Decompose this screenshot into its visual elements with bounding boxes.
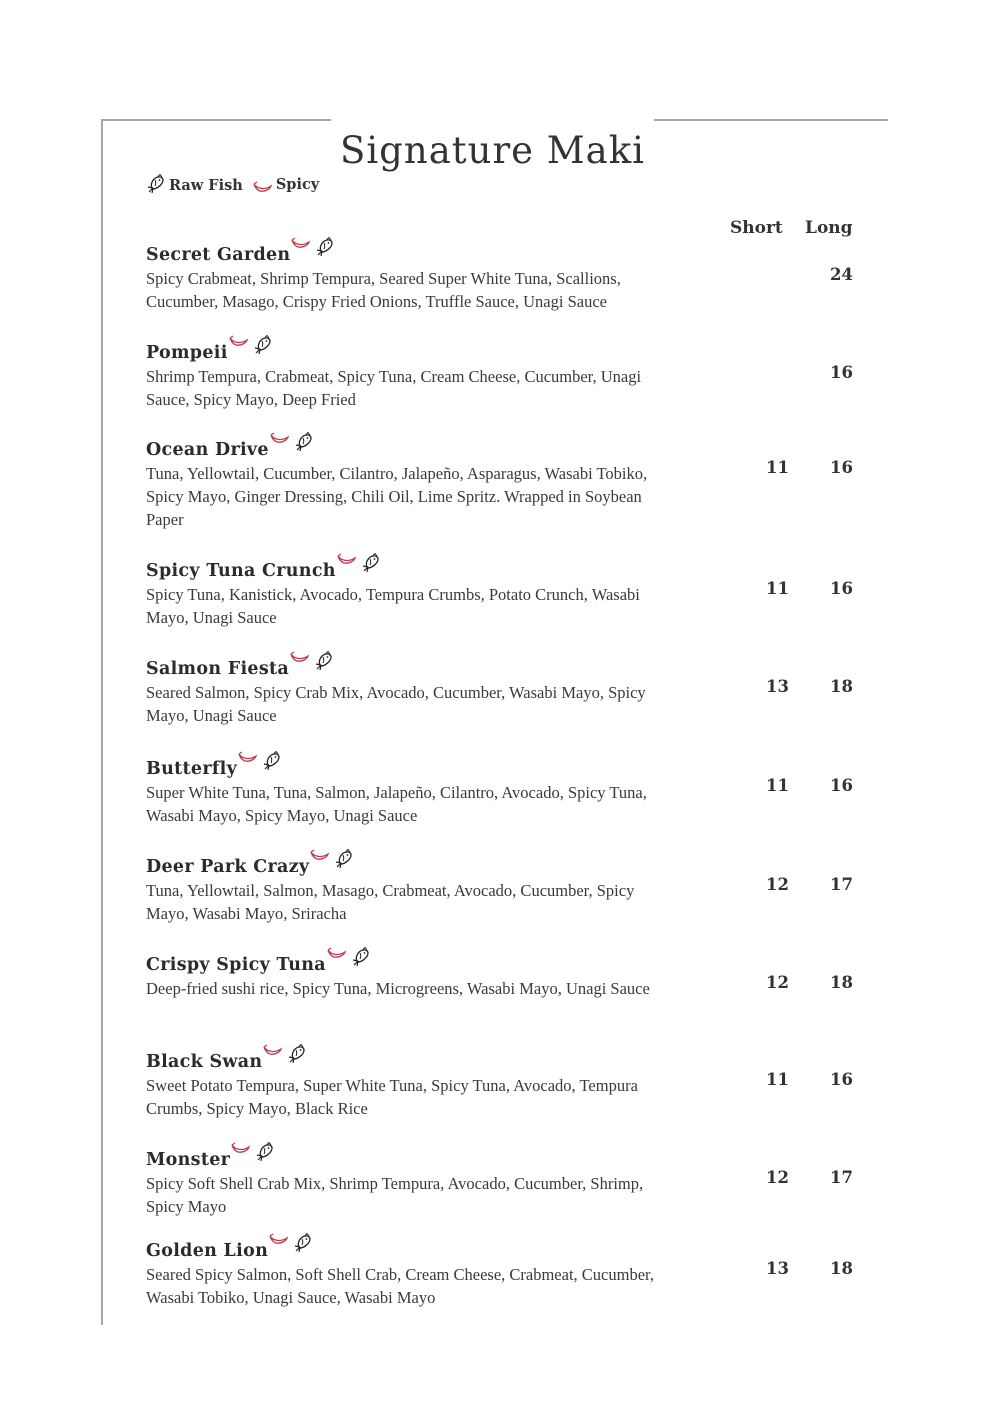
menu-item (146, 341, 866, 411)
menu-item (146, 559, 866, 629)
item-icons (262, 1044, 307, 1064)
page-title: Signature Maki (340, 128, 645, 172)
price-short: 11 (766, 458, 789, 477)
item-name-row (146, 855, 866, 879)
price-short: 13 (766, 677, 789, 696)
item-description: Tuna, Yellowtail, Cucumber, Cilantro, Jalapeño, Asparagus, Wasabi Tobiko, Spicy Mayo, Ginger Dressing, Chili Oil, Lime Spritz. Wrapped in Soybean Paper (146, 464, 648, 529)
price-long: 16 (830, 776, 853, 795)
menu-item (146, 657, 866, 727)
item-icons (228, 335, 273, 355)
price-long: 16 (830, 458, 853, 477)
price-long: 18 (830, 1259, 853, 1278)
item-icons (289, 651, 334, 671)
price-short: 12 (766, 1168, 789, 1187)
chili-icon (270, 432, 290, 444)
item-description: Seared Spicy Salmon, Soft Shell Crab, Cream Cheese, Crabmeat, Cucumber, Wasabi Tobiko, Unagi Sauce, Wasabi Mayo (146, 1265, 654, 1307)
item-name: Black Swan (146, 1052, 263, 1072)
item-name: Spicy Tuna Crunch (146, 561, 336, 581)
chili-icon (238, 751, 258, 763)
item-name-row (146, 1148, 866, 1172)
price-short: 11 (766, 776, 789, 795)
item-icons (309, 849, 354, 869)
legend-label: Raw Fish (169, 177, 243, 194)
fish-icon (146, 174, 166, 194)
item-name-row (146, 559, 866, 583)
price-long: 24 (830, 265, 853, 284)
fish-icon (262, 751, 282, 771)
chili-icon (310, 849, 330, 861)
item-name: Pompeii (146, 343, 228, 363)
menu-item (146, 855, 866, 925)
column-header-short: Short (730, 218, 783, 238)
item-name: Butterfly (146, 759, 238, 779)
chili-icon (327, 947, 347, 959)
item-description: Spicy Crabmeat, Shrimp Tempura, Seared Super White Tuna, Scallions, Cucumber, Masago, Crispy Fried Onions, Truffle Sauce, Unagi Sauce (146, 269, 621, 311)
chili-icon (253, 181, 273, 193)
item-description: Seared Salmon, Spicy Crab Mix, Avocado, Cucumber, Wasabi Mayo, Spicy Mayo, Unagi Sauce (146, 683, 646, 725)
item-description: Shrimp Tempura, Crabmeat, Spicy Tuna, Cream Cheese, Cucumber, Unagi Sauce, Spicy Mayo, Deep Fried (146, 367, 642, 409)
item-name-row (146, 757, 866, 781)
fish-icon (361, 553, 381, 573)
price-short: 12 (766, 973, 789, 992)
chili-icon (291, 237, 311, 249)
column-header-long: Long (805, 218, 853, 238)
menu-item (146, 1239, 866, 1309)
fish-icon (293, 1233, 313, 1253)
fish-icon (255, 1142, 275, 1162)
price-short: 13 (766, 1259, 789, 1278)
price-long: 17 (830, 875, 853, 894)
fish-icon (315, 237, 335, 257)
menu-item (146, 438, 866, 531)
chili-icon (290, 651, 310, 663)
item-name-row (146, 243, 866, 267)
frame-left-line (101, 119, 103, 1325)
item-description: Spicy Soft Shell Crab Mix, Shrimp Tempura, Avocado, Cucumber, Shrimp, Spicy Mayo (146, 1174, 644, 1216)
chili-icon (263, 1044, 283, 1056)
menu-item (146, 1050, 866, 1120)
frame-top-line-left (101, 119, 331, 121)
price-long: 16 (830, 1070, 853, 1089)
legend-raw-fish (146, 174, 243, 194)
chili-icon (229, 335, 249, 347)
legend-label: Spicy (275, 175, 320, 193)
price-long: 18 (830, 973, 853, 992)
fish-icon (314, 651, 334, 671)
item-icons (269, 432, 314, 452)
menu-item (146, 243, 866, 313)
item-name: Secret Garden (146, 245, 291, 265)
menu-item (146, 953, 866, 1000)
item-icons (237, 751, 282, 771)
fish-icon (253, 335, 273, 355)
item-icons (336, 553, 381, 573)
fish-icon (287, 1044, 307, 1064)
price-short: 11 (766, 1070, 789, 1089)
legend (146, 174, 329, 194)
menu-item (146, 757, 866, 827)
fish-icon (334, 849, 354, 869)
chili-icon (337, 553, 357, 565)
chili-icon (231, 1142, 251, 1154)
item-name: Salmon Fiesta (146, 659, 290, 679)
item-name-row (146, 438, 866, 462)
price-long: 16 (830, 579, 853, 598)
item-icons (326, 947, 371, 967)
price-long: 16 (830, 363, 853, 382)
frame-top-line-right (654, 119, 888, 121)
item-name-row (146, 953, 866, 977)
item-description: Deep-fried sushi rice, Spicy Tuna, Microgreens, Wasabi Mayo, Unagi Sauce (146, 979, 650, 998)
price-short: 12 (766, 875, 789, 894)
item-name: Monster (146, 1150, 231, 1170)
chili-icon (269, 1233, 289, 1245)
item-name: Deer Park Crazy (146, 857, 310, 877)
item-name-row (146, 657, 866, 681)
item-name: Golden Lion (146, 1241, 269, 1261)
item-icons (230, 1142, 275, 1162)
item-icons (268, 1233, 313, 1253)
legend-spicy (253, 176, 319, 193)
item-description: Sweet Potato Tempura, Super White Tuna, Spicy Tuna, Avocado, Tempura Crumbs, Spicy Mayo, Black Rice (146, 1076, 638, 1118)
item-description: Tuna, Yellowtail, Salmon, Masago, Crabmeat, Avocado, Cucumber, Spicy Mayo, Wasabi Mayo, Sriracha (146, 881, 635, 923)
item-name-row (146, 1239, 866, 1263)
price-short: 11 (766, 579, 789, 598)
item-description: Super White Tuna, Tuna, Salmon, Jalapeño, Cilantro, Avocado, Spicy Tuna, Wasabi Mayo, Spicy Mayo, Unagi Sauce (146, 783, 647, 825)
price-long: 18 (830, 677, 853, 696)
item-name-row (146, 341, 866, 365)
item-icons (290, 237, 335, 257)
item-name-row (146, 1050, 866, 1074)
item-name: Ocean Drive (146, 440, 269, 460)
price-long: 17 (830, 1168, 853, 1187)
fish-icon (294, 432, 314, 452)
item-description: Spicy Tuna, Kanistick, Avocado, Tempura Crumbs, Potato Crunch, Wasabi Mayo, Unagi Sauce (146, 585, 640, 627)
fish-icon (351, 947, 371, 967)
menu-item (146, 1148, 866, 1218)
item-name: Crispy Spicy Tuna (146, 955, 326, 975)
